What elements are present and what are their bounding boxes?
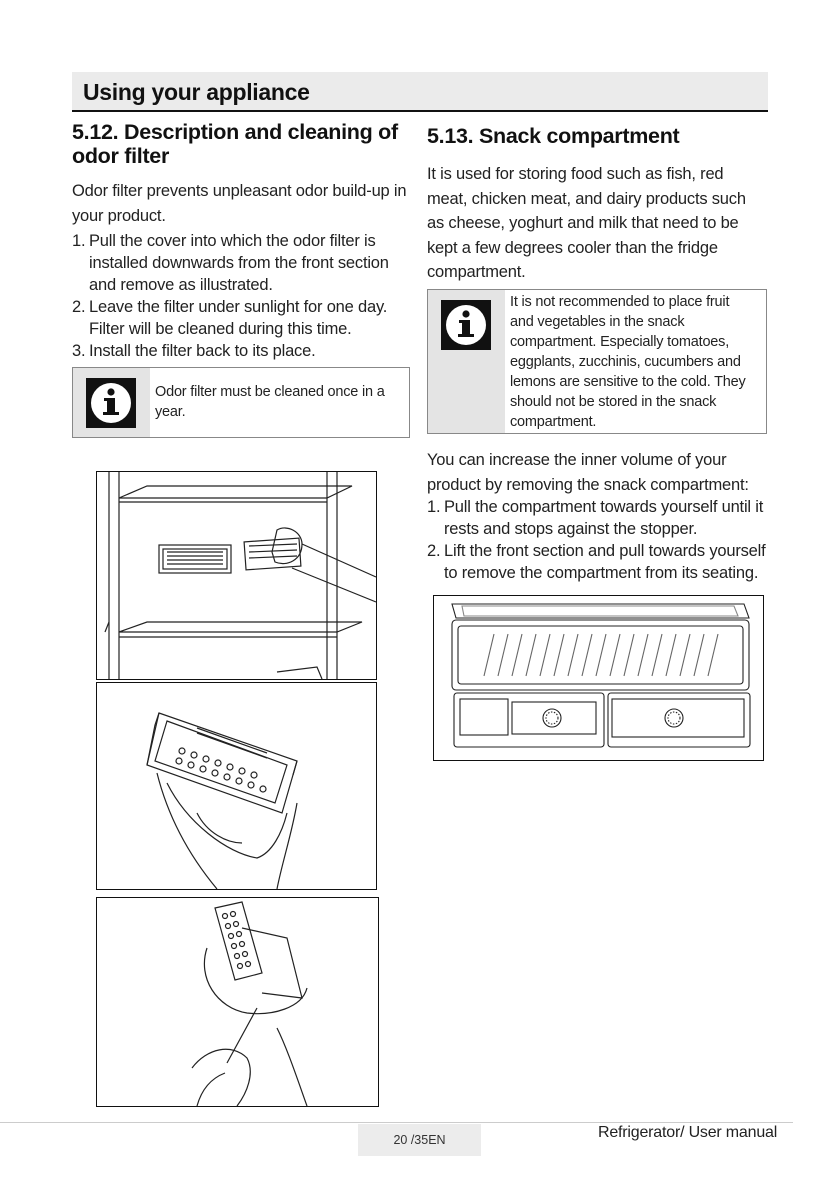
list-item: 1. Pull the compartment towards yourself until it rests and stops against the stopper. xyxy=(427,498,764,538)
footer-divider xyxy=(0,1122,793,1123)
right-steps-list xyxy=(427,496,772,584)
left-steps-list xyxy=(72,230,412,362)
figure-filter-in-hand xyxy=(96,682,377,890)
info-icon xyxy=(441,300,491,350)
list-item: 3. Install the filter back to its place. xyxy=(72,342,316,360)
right-para2: You can increase the inner volume of your product by removing the snack compartment: xyxy=(427,451,749,494)
fridge-interior-illustration xyxy=(97,472,376,679)
filter-in-hand-illustration xyxy=(97,683,376,889)
left-info-note xyxy=(72,367,410,438)
manual-title: Refrigerator/ User manual xyxy=(598,1124,778,1141)
right-section-title: 5.13. Snack compartment xyxy=(427,124,680,148)
right-intro: It is used for storing food such as fish, red meat, chicken meat, and dairy products such as cheese, yoghurt and milk that need to be kept a few degrees cooler than the fridge compartment. xyxy=(427,165,746,281)
list-item: 1. Pull the cover into which the odor filter is installed downwards from the front section and remove as illustrated. xyxy=(72,232,389,294)
section-header xyxy=(72,72,768,112)
figure-snack-compartment xyxy=(433,595,764,761)
left-intro: Odor filter prevents unpleasant odor build-up in your product. xyxy=(72,182,407,225)
right-note-text: It is not recommended to place fruit and vegetables in the snack compartment. Especially tomatoes, eggplants, zucchinis, cucumbers and lemons are sensitive to the cold. They should not be stored in the snack compartment. xyxy=(510,294,746,430)
section-header-title: Using your appliance xyxy=(83,79,310,105)
info-icon xyxy=(86,378,136,428)
filter-cleaning-illustration xyxy=(97,898,378,1106)
page-number: 20 /35EN xyxy=(358,1124,481,1156)
list-item: 2. Leave the filter under sunlight for one day. Filter will be cleaned during this time. xyxy=(72,298,388,338)
figure-filter-cleaning xyxy=(96,897,379,1107)
snack-compartment-illustration xyxy=(434,596,763,760)
right-info-note xyxy=(427,289,767,434)
info-icon-box xyxy=(428,290,505,433)
figure-filter-in-fridge xyxy=(96,471,377,680)
info-icon-box xyxy=(73,368,150,437)
list-item: 2. Lift the front section and pull towards yourself to remove the compartment from its seating. xyxy=(427,542,766,582)
left-note-text: Odor filter must be cleaned once in a year. xyxy=(155,384,385,420)
left-section-title: 5.12. Description and cleaning of odor filter xyxy=(72,120,398,168)
